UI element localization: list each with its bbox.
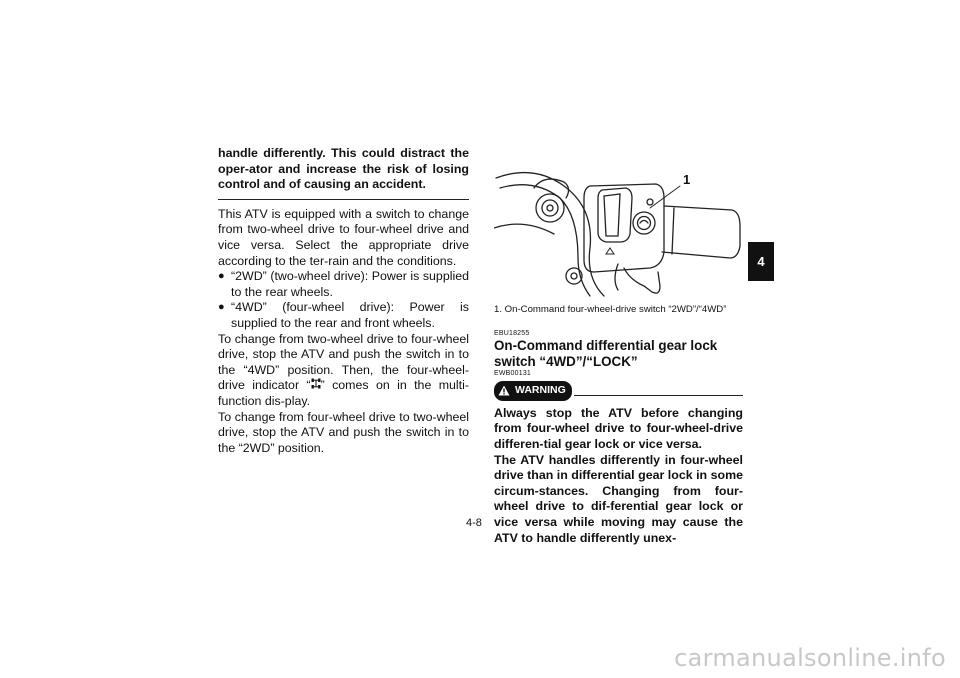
section-code: EBU18255 [494, 330, 530, 337]
page-number: 4-8 [466, 517, 482, 529]
warning-continuation: handle differently. This could distract the oper-ator and increase the risk of losing control and of causing an accident. [218, 146, 469, 192]
list-item-text: “2WD” (two-wheel drive): Power is supplied to the rear wheels. [231, 269, 469, 299]
warning-label: WARNING [515, 384, 566, 397]
list-item [218, 269, 469, 300]
intro-paragraph: This ATV is equipped with a switch to change from two-wheel drive to four-wheel drive and vice versa. Select the appropriate drive according to the ter-rain and the conditions. [218, 206, 469, 268]
instruction-paragraph-2: To change from four-wheel drive to two-wheel drive, stop the ATV and push the switch in to the “2WD” position. [218, 409, 469, 455]
figure-caption: 1. On-Command four-wheel-drive switch “2WD”/“4WD” [494, 304, 727, 315]
instruction-text-end: ” comes on in the multi-function dis-play. [218, 378, 470, 408]
warning-text-2: The ATV handles differently in four-wheel drive than in differential gear lock in some circum-stances. Changing from four-wheel drive to dif-ferential gear lock or vice versa while moving may cause the ATV to handle differently unex- [494, 452, 743, 545]
watermark: carmanualsonline.info [674, 644, 946, 672]
section-heading: On-Command differential gear lock switch “4WD”/“LOCK” [494, 338, 718, 369]
instruction-paragraph [218, 332, 469, 410]
bullet-icon: ● [218, 270, 225, 283]
list-item-text: “4WD” (four-wheel drive): Power is supplied to the rear and front wheels. [231, 300, 469, 330]
warning-badge [494, 381, 572, 401]
four-wheel-drive-indicator-icon [311, 378, 321, 394]
warning-code: EWB00131 [494, 370, 532, 378]
figure-callout-number: 1 [683, 172, 691, 187]
left-column [218, 146, 469, 456]
instruction-text-start: To change from two-wheel drive to four-wheel drive, stop the ATV and push the switch in to the “4WD” position. Then, the four-wheel-drive indicator “ [218, 331, 469, 393]
warning-text: Always stop the ATV before changing from four-wheel drive to four-wheel-drive differen-tial gear lock or vice versa. [494, 405, 743, 451]
warning-header [494, 381, 743, 401]
chapter-tab: 4 [748, 242, 774, 281]
bullet-icon: ● [218, 301, 225, 314]
warning-triangle-icon [498, 385, 510, 396]
right-column [494, 168, 743, 546]
switch-illustration [494, 168, 743, 298]
warning-rule [574, 395, 743, 396]
section-divider [218, 199, 469, 200]
list-item [218, 300, 469, 331]
